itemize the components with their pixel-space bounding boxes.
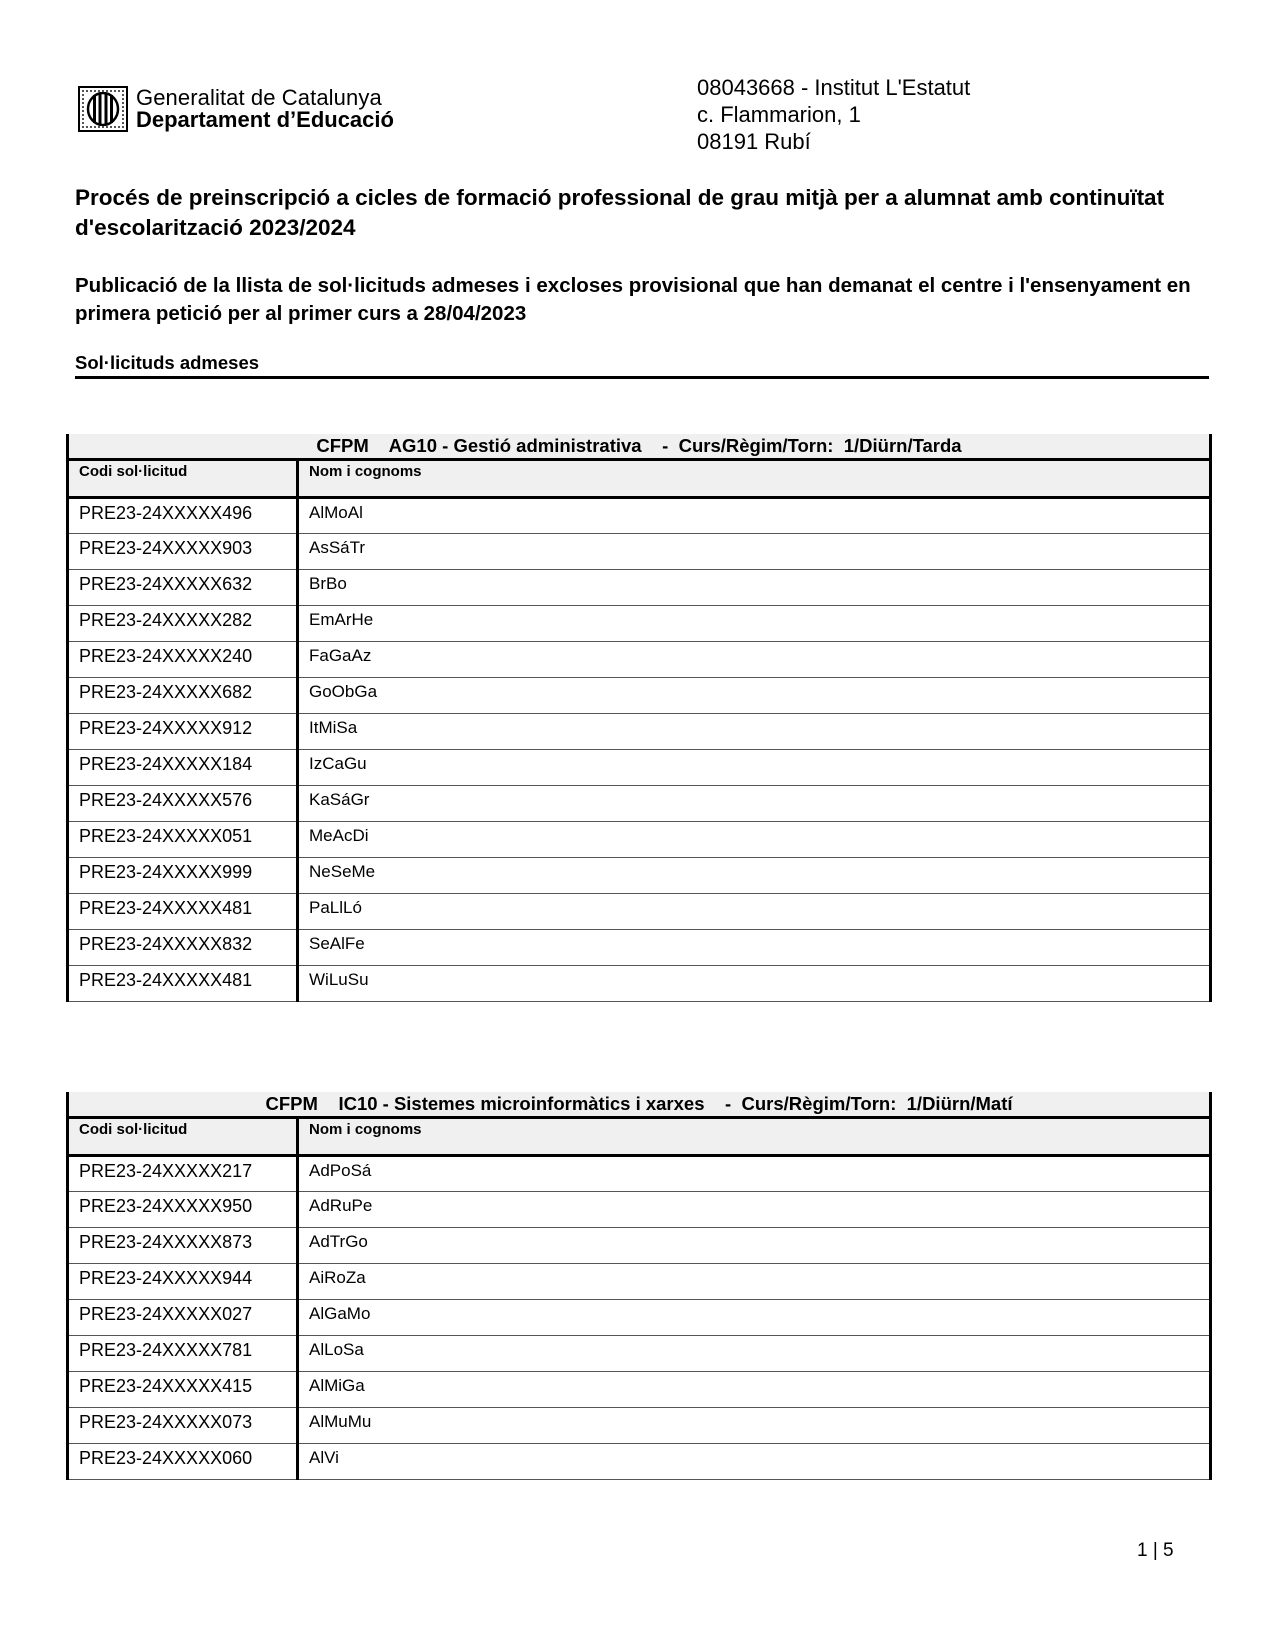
student-name-cell: FaGaAz [298,642,1211,678]
application-code-cell: PRE23-24XXXXX073 [68,1408,298,1444]
column-header-code: Codi sol·licitud [68,1118,298,1156]
generalitat-logo [78,86,394,132]
student-name-cell: WiLuSu [298,966,1211,1002]
school-postcode-city: 08191 Rubí [697,129,811,154]
table-row [68,858,1211,894]
application-code-cell: PRE23-24XXXXX999 [68,858,298,894]
student-name-cell: BrBo [298,570,1211,606]
table-row [68,1336,1211,1372]
school-address [697,74,970,155]
student-name-cell: MeAcDi [298,822,1211,858]
column-header-name: Nom i cognoms [298,460,1211,498]
application-code-cell: PRE23-24XXXXX682 [68,678,298,714]
application-code-cell: PRE23-24XXXXX873 [68,1228,298,1264]
table-row [68,498,1211,534]
table-row [68,966,1211,1002]
section-heading-admitted: Sol·licituds admeses [75,352,1209,379]
application-code-cell: PRE23-24XXXXX481 [68,966,298,1002]
table-title: CFPM IC10 - Sistemes microinformàtics i xarxes - Curs/Règim/Torn: 1/Diürn/Matí [68,1092,1211,1118]
page-number: 1 | 5 [1137,1540,1174,1561]
application-code-cell: PRE23-24XXXXX903 [68,534,298,570]
application-code-cell: PRE23-24XXXXX832 [68,930,298,966]
application-code-cell: PRE23-24XXXXX781 [68,1336,298,1372]
student-name-cell: ItMiSa [298,714,1211,750]
student-name-cell: AsSáTr [298,534,1211,570]
column-header-name: Nom i cognoms [298,1118,1211,1156]
table-title: CFPM AG10 - Gestió administrativa - Curs/Règim/Torn: 1/Diürn/Tarda [68,434,1211,460]
column-header-code: Codi sol·licitud [68,460,298,498]
table-row [68,1408,1211,1444]
table-row [68,606,1211,642]
student-name-cell: EmArHe [298,606,1211,642]
table-row [68,642,1211,678]
generalitat-emblem-icon [78,86,128,132]
application-code-cell: PRE23-24XXXXX184 [68,750,298,786]
table-row [68,786,1211,822]
logo-generalitat-text: Generalitat de Catalunya [136,85,382,110]
student-name-cell: AlMiGa [298,1372,1211,1408]
school-street: c. Flammarion, 1 [697,102,861,127]
student-name-cell: NeSeMe [298,858,1211,894]
student-name-cell: IzCaGu [298,750,1211,786]
course-table-ic10 [66,1092,1212,1480]
table-row [68,1156,1211,1192]
application-code-cell: PRE23-24XXXXX576 [68,786,298,822]
table-row [68,1264,1211,1300]
table-row [68,750,1211,786]
table-row [68,1192,1211,1228]
document-title: Procés de preinscripció a cicles de formació professional de grau mitjà per a alumnat amb continuïtat d'escolarització 2023/2024 [75,185,1165,240]
application-code-cell: PRE23-24XXXXX027 [68,1300,298,1336]
application-code-cell: PRE23-24XXXXX950 [68,1192,298,1228]
student-name-cell: KaSáGr [298,786,1211,822]
table-row [68,1372,1211,1408]
student-name-cell: AlGaMo [298,1300,1211,1336]
student-name-cell: AdTrGo [298,1228,1211,1264]
table-row [68,894,1211,930]
course-table-ag10 [66,434,1212,1002]
application-code-cell: PRE23-24XXXXX481 [68,894,298,930]
table-row [68,1300,1211,1336]
table-row [68,678,1211,714]
table-row [68,822,1211,858]
table-row [68,714,1211,750]
application-code-cell: PRE23-24XXXXX496 [68,498,298,534]
application-code-cell: PRE23-24XXXXX060 [68,1444,298,1480]
student-name-cell: AdRuPe [298,1192,1211,1228]
student-name-cell: GoObGa [298,678,1211,714]
application-code-cell: PRE23-24XXXXX240 [68,642,298,678]
table-row [68,930,1211,966]
table-row [68,534,1211,570]
student-name-cell: AlVi [298,1444,1211,1480]
table-row [68,1444,1211,1480]
logo-department-text: Departament d’Educació [136,107,394,132]
application-code-cell: PRE23-24XXXXX912 [68,714,298,750]
student-name-cell: AlMoAl [298,498,1211,534]
table-row [68,1228,1211,1264]
application-code-cell: PRE23-24XXXXX051 [68,822,298,858]
school-code-name: 08043668 - Institut L'Estatut [697,75,971,100]
document-subtitle: Publicació de la llista de sol·licituds admeses i excloses provisional que han demanat el centre i l'ensenyament en primera petició per al primer curs a 28/04/2023 [75,274,1191,325]
table-row [68,570,1211,606]
student-name-cell: AlMuMu [298,1408,1211,1444]
student-name-cell: SeAlFe [298,930,1211,966]
student-name-cell: AiRoZa [298,1264,1211,1300]
student-name-cell: AlLoSa [298,1336,1211,1372]
application-code-cell: PRE23-24XXXXX632 [68,570,298,606]
student-name-cell: AdPoSá [298,1156,1211,1192]
application-code-cell: PRE23-24XXXXX944 [68,1264,298,1300]
application-code-cell: PRE23-24XXXXX415 [68,1372,298,1408]
student-name-cell: PaLlLó [298,894,1211,930]
application-code-cell: PRE23-24XXXXX282 [68,606,298,642]
application-code-cell: PRE23-24XXXXX217 [68,1156,298,1192]
